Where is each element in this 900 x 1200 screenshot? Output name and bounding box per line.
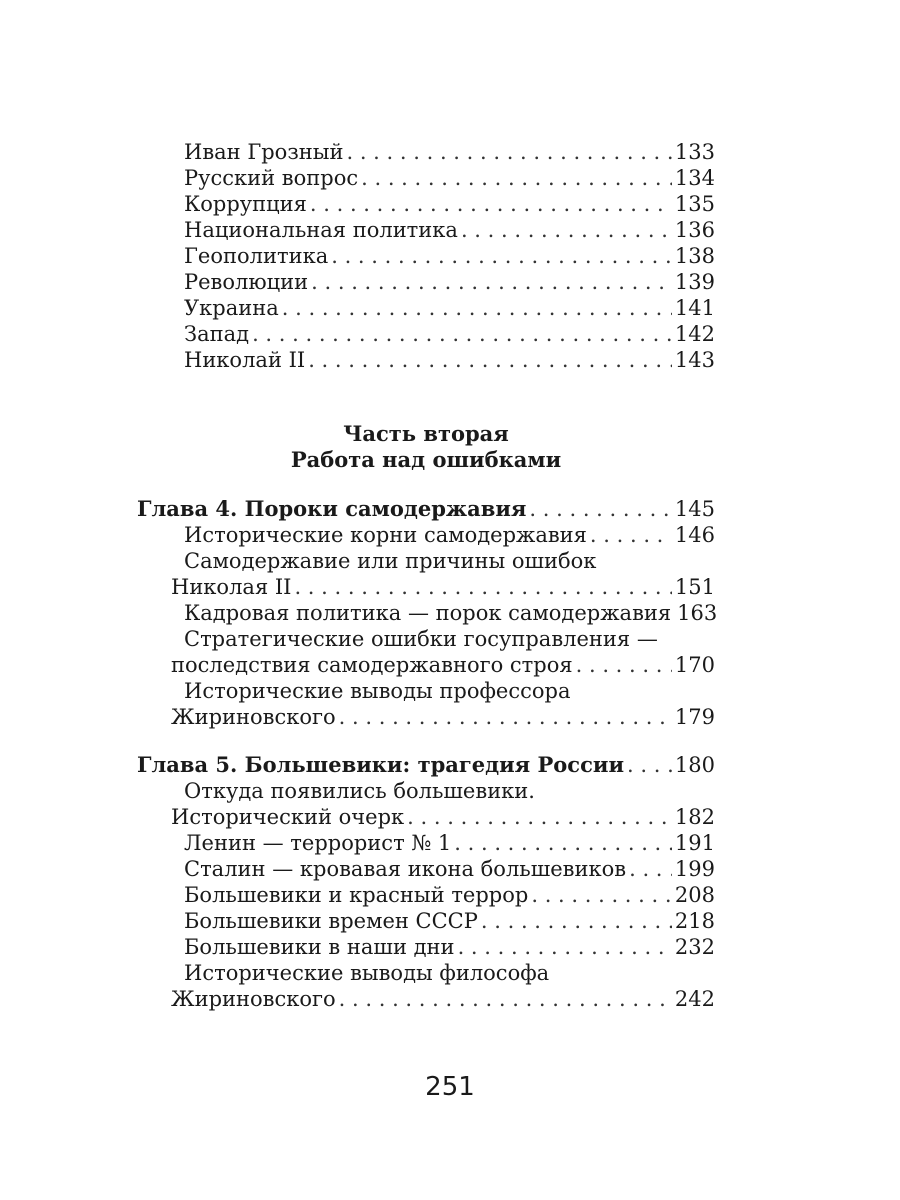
toc-entry-line1: Стратегические ошибки госуправления — <box>184 627 658 651</box>
dot-leader <box>629 856 672 882</box>
toc-entry <box>137 165 715 191</box>
dot-leader <box>308 347 672 373</box>
toc-entry-page: 199 <box>674 857 715 881</box>
toc-entry-title: Жириновского <box>171 705 336 729</box>
toc-entry <box>137 243 715 269</box>
toc-entry-page: 232 <box>674 935 715 959</box>
dot-leader <box>576 652 672 678</box>
dot-leader <box>627 752 672 778</box>
toc-entry-title: Иван Грозный <box>184 140 344 164</box>
chapter-4-section <box>137 496 718 730</box>
toc-entry-page: 179 <box>674 705 715 729</box>
toc-entry-page: 163 <box>677 601 718 625</box>
toc-entry <box>137 217 715 243</box>
chapter-page: 180 <box>674 753 715 777</box>
toc-entry-title: Сталин — кровавая икона большевиков <box>184 857 627 881</box>
toc-entry-page: 141 <box>674 296 715 320</box>
chapter-page: 145 <box>674 497 715 521</box>
toc-entry-title: Запад <box>184 322 250 346</box>
toc-entry <box>137 652 715 678</box>
toc-entry <box>137 986 715 1012</box>
dot-leader <box>339 986 672 1012</box>
toc-entry-title: Коррупция <box>184 192 307 216</box>
toc-entry <box>137 882 715 908</box>
toc-entry-title: Жириновского <box>171 987 336 1011</box>
dot-leader <box>282 295 672 321</box>
part-title: Работа над ошибками <box>290 447 562 472</box>
toc-entry-page: 136 <box>674 218 715 242</box>
dot-leader <box>252 321 672 347</box>
dot-leader <box>590 522 672 548</box>
toc-entry <box>137 856 715 882</box>
toc-entry-line1: Исторические выводы профессора <box>184 679 571 703</box>
page-number: 251 <box>425 1072 475 1102</box>
toc-entry <box>137 804 715 830</box>
dot-leader <box>331 243 672 269</box>
chapter-5-section <box>137 752 715 1012</box>
chapter-heading <box>137 752 715 778</box>
toc-entry-page: 208 <box>674 883 715 907</box>
dot-leader <box>294 574 671 600</box>
toc-entry <box>137 191 715 217</box>
toc-entry-title: Исторические корни самодержавия <box>184 523 587 547</box>
dot-leader <box>531 882 672 908</box>
dot-leader <box>310 191 672 217</box>
dot-leader <box>346 139 671 165</box>
toc-entry <box>137 574 715 600</box>
toc-entry-title: Большевики времен СССР <box>184 909 478 933</box>
chapter-title: Глава 4. Пороки самодержавия <box>137 496 527 521</box>
toc-entry-title: Николай II <box>184 348 306 372</box>
toc-entry-title: Геополитика <box>184 244 329 268</box>
toc-entry-line1: Откуда появились большевики. <box>184 779 535 803</box>
toc-entry-page: 143 <box>674 348 715 372</box>
toc-entry <box>137 934 715 960</box>
dot-leader <box>361 165 672 191</box>
part-label: Часть вторая <box>343 421 509 446</box>
chapter-heading <box>137 496 715 522</box>
toc-entry-page: 146 <box>674 523 715 547</box>
toc-entry <box>137 269 715 295</box>
toc-entry-line1: Исторические выводы философа <box>184 961 550 985</box>
toc-entry-title: Исторический очерк <box>171 805 405 829</box>
toc-entry-title: Ленин — террорист № 1 <box>184 831 452 855</box>
toc-entry-page: 133 <box>674 140 715 164</box>
toc-entry-page: 170 <box>674 653 715 677</box>
toc-entry-page: 242 <box>674 987 715 1011</box>
toc-entry-page: 191 <box>674 831 715 855</box>
toc-entry-title: Кадровая политика — порок самодержавия <box>184 601 672 625</box>
toc-entry <box>137 139 715 165</box>
dot-leader <box>407 804 672 830</box>
dot-leader <box>454 830 672 856</box>
toc-entry-title: Николая II <box>171 575 292 599</box>
toc-entry-title: Русский вопрос <box>184 166 359 190</box>
dot-leader <box>311 269 672 295</box>
dot-leader <box>529 496 671 522</box>
chapter-title: Глава 5. Большевики: трагедия России <box>137 752 625 777</box>
part-heading <box>137 421 715 473</box>
toc-entry <box>137 321 715 347</box>
toc-entry-page: 151 <box>674 575 715 599</box>
toc-entry-title: Большевики в наши дни <box>184 935 455 959</box>
toc-entry-page: 138 <box>674 244 715 268</box>
toc-entry-page: 142 <box>674 322 715 346</box>
toc-top-section <box>137 139 715 373</box>
toc-entry-title: Большевики и красный террор <box>184 883 529 907</box>
toc-entry-title: Национальная политика <box>184 218 458 242</box>
toc-entry-page: 134 <box>674 166 715 190</box>
toc-entry-line1: Самодержавие или причины ошибок <box>184 549 597 573</box>
toc-entry <box>137 347 715 373</box>
toc-entry-title: Революции <box>184 270 309 294</box>
toc-entry-title: последствия самодержавного строя <box>171 653 573 677</box>
dot-leader <box>458 934 672 960</box>
toc-entry <box>137 908 715 934</box>
toc-entry-page: 139 <box>674 270 715 294</box>
toc-entry-page: 218 <box>674 909 715 933</box>
dot-leader <box>481 908 672 934</box>
dot-leader <box>461 217 672 243</box>
dot-leader <box>339 704 672 730</box>
toc-entry-title: Украина <box>184 296 279 320</box>
toc-entry-page: 135 <box>674 192 715 216</box>
toc-entry <box>137 600 718 626</box>
toc-entry-page: 182 <box>674 805 715 829</box>
toc-entry <box>137 830 715 856</box>
toc-entry <box>137 295 715 321</box>
toc-entry <box>137 704 715 730</box>
toc-entry <box>137 522 715 548</box>
